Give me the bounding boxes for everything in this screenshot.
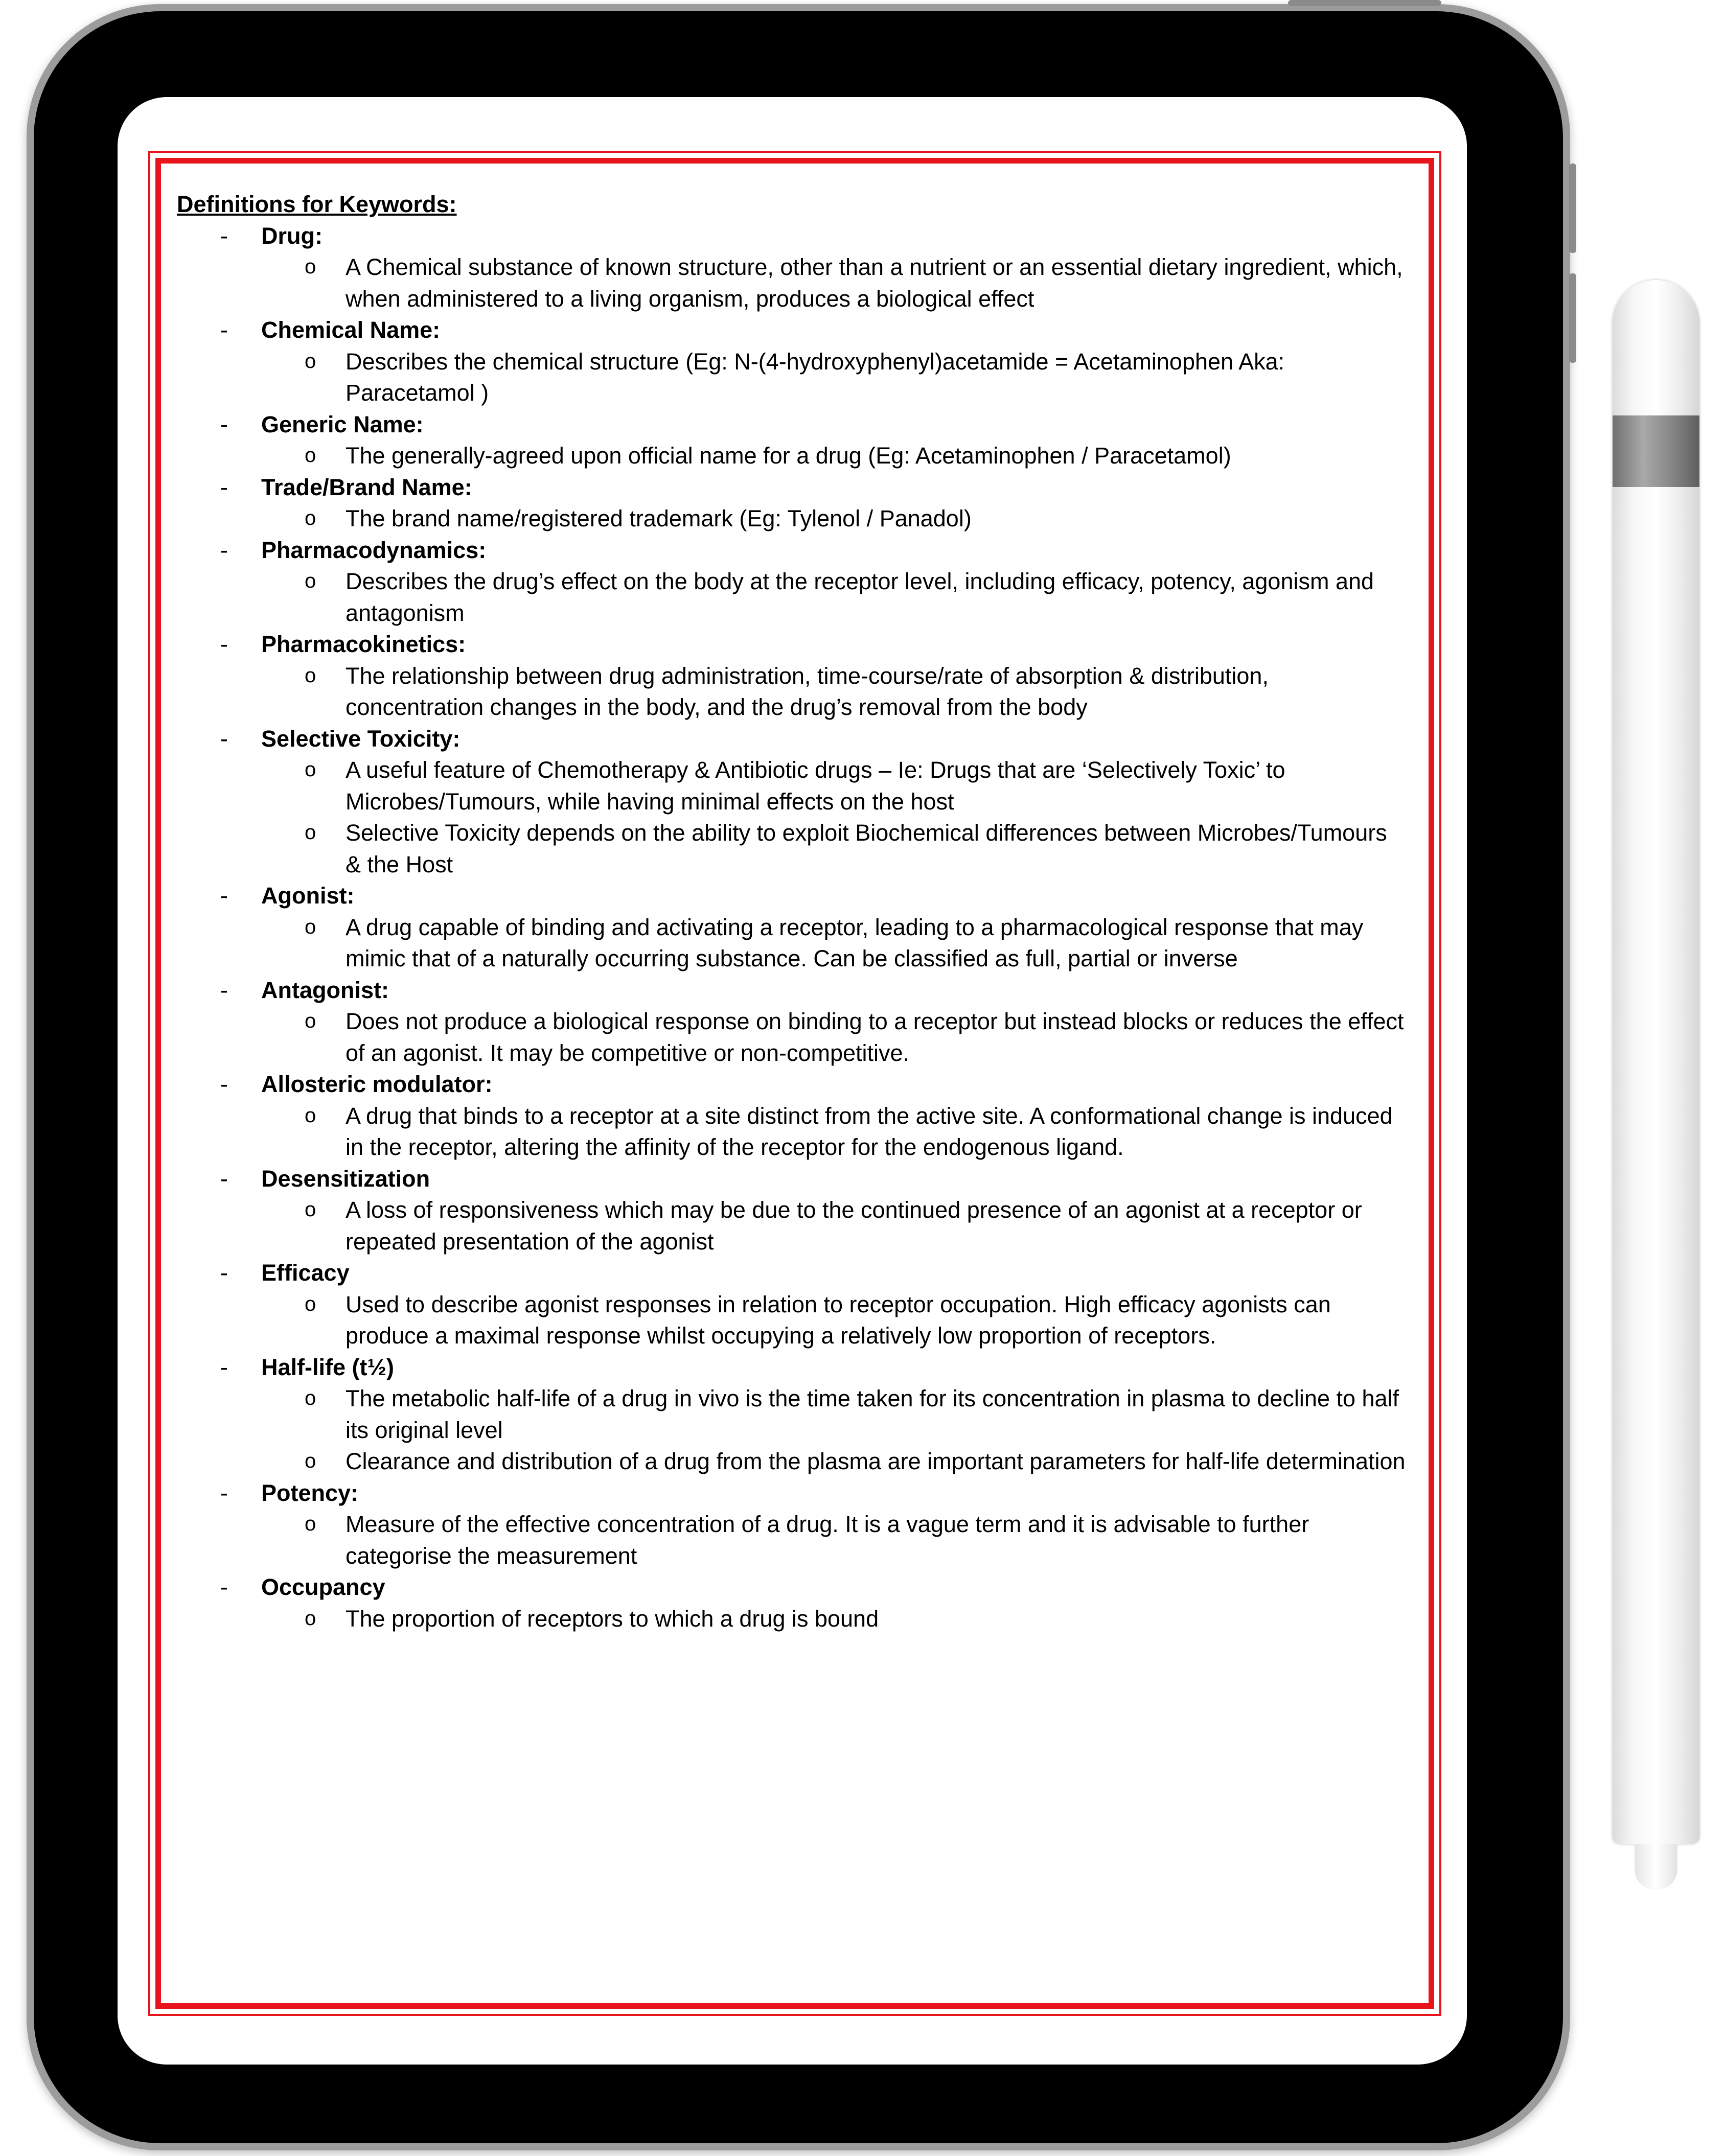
definition-row (177, 503, 1419, 535)
term-label: Selective Toxicity: (261, 725, 461, 752)
term-row (177, 723, 1419, 755)
circle-bullet-icon: o (305, 570, 316, 592)
term-label: Pharmacodynamics: (261, 537, 487, 563)
circle-bullet-icon: o (305, 758, 316, 781)
definition-text: Selective Toxicity depends on the ability to exploit Biochemical differences between Microbes/Tumours & the Host (346, 820, 1387, 877)
term-row (177, 1571, 1419, 1603)
term-row (177, 975, 1419, 1006)
definition-text: Describes the drug’s effect on the body at the receptor level, including efficacy, potency, agonism and antagonism (346, 568, 1374, 626)
definition-row (177, 1509, 1419, 1571)
definition-row (177, 1194, 1419, 1257)
circle-bullet-icon: o (305, 1513, 316, 1535)
term-row (177, 409, 1419, 441)
circle-bullet-icon: o (305, 821, 316, 844)
volume-up-button (1569, 164, 1576, 253)
definition-row (177, 1006, 1419, 1069)
dash-marker: - (220, 317, 228, 343)
tablet-screen (118, 97, 1467, 2065)
definition-text: A Chemical substance of known structure, other than a nutrient or an essential dietary ingredient, which, when administered to a living organism, produces a biological effect (346, 254, 1403, 312)
definition-text: A useful feature of Chemotherapy & Antibiotic drugs – Ie: Drugs that are ‘Selectively Toxic’ to Microbes/Tumours, while having minimal effects on the host (346, 757, 1285, 815)
term-row (177, 1257, 1419, 1289)
circle-bullet-icon: o (305, 1607, 316, 1630)
dash-marker: - (220, 411, 228, 437)
term-row (177, 1069, 1419, 1100)
dash-marker: - (220, 977, 228, 1003)
term-row (177, 220, 1419, 252)
term-row (177, 1163, 1419, 1195)
circle-bullet-icon: o (305, 1010, 316, 1032)
dash-marker: - (220, 1260, 228, 1286)
definition-text: Does not produce a biological response on binding to a receptor but instead blocks or reduces the effect of an agonist. It may be competitive or non-competitive. (346, 1008, 1404, 1066)
dash-marker: - (220, 883, 228, 909)
dash-marker: - (220, 1574, 228, 1600)
term-row (177, 880, 1419, 912)
dash-marker: - (220, 537, 228, 563)
stylus-band (1613, 415, 1699, 487)
definition-row (177, 1446, 1419, 1477)
circle-bullet-icon: o (305, 256, 316, 278)
definition-text: The metabolic half-life of a drug in vivo is the time taken for its concentration in plasma to decline to half its original level (346, 1385, 1399, 1443)
stylus-pencil (1613, 280, 1699, 1844)
term-label: Potency: (261, 1479, 359, 1506)
term-row (177, 1352, 1419, 1383)
definition-row (177, 1603, 1419, 1635)
top-button (1288, 0, 1441, 6)
dash-marker: - (220, 474, 228, 500)
term-label: Allosteric modulator: (261, 1071, 493, 1097)
circle-bullet-icon: o (305, 507, 316, 529)
definition-row (177, 251, 1419, 314)
definitions-list (177, 220, 1419, 1635)
term-row (177, 1477, 1419, 1509)
document-page (148, 151, 1441, 2016)
dash-marker: - (220, 725, 228, 752)
definition-row (177, 817, 1419, 880)
definition-row (177, 912, 1419, 975)
term-label: Pharmacokinetics: (261, 631, 466, 657)
term-label: Trade/Brand Name: (261, 474, 472, 500)
term-label: Half-life (t½) (261, 1354, 395, 1380)
definition-text: Describes the chemical structure (Eg: N-(4-hydroxyphenyl)acetamide = Acetaminophen Aka: Paracetamol ) (346, 348, 1285, 406)
stylus-tip (1635, 1844, 1677, 1890)
circle-bullet-icon: o (305, 1198, 316, 1221)
term-label: Generic Name: (261, 411, 424, 437)
definition-row (177, 1383, 1419, 1446)
definition-text: A loss of responsiveness which may be due to the continued presence of an agonist at a receptor or repeated presentation of the agonist (346, 1197, 1362, 1255)
document-content (177, 189, 1419, 1634)
definition-text: A drug capable of binding and activating a receptor, leading to a pharmacological response that may mimic that of a naturally occurring substance. Can be classified as full, partial or inverse (346, 914, 1364, 971)
dash-marker: - (220, 222, 228, 249)
circle-bullet-icon: o (305, 444, 316, 467)
definition-text: Clearance and distribution of a drug from the plasma are important parameters for half-life determination (346, 1448, 1406, 1474)
term-label: Occupancy (261, 1574, 385, 1600)
term-row (177, 472, 1419, 503)
circle-bullet-icon: o (305, 1387, 316, 1409)
definition-text: Measure of the effective concentration of a drug. It is a vague term and it is advisable to further categorise the measurement (346, 1511, 1309, 1569)
term-label: Efficacy (261, 1260, 350, 1286)
dash-marker: - (220, 1165, 228, 1192)
definition-row (177, 1289, 1419, 1352)
definition-text: The relationship between drug administration, time-course/rate of absorption & distribution, concentration changes in the body, and the drug’s removal from the body (346, 662, 1269, 720)
definition-text: The brand name/registered trademark (Eg: Tylenol / Panadol) (346, 505, 972, 531)
definition-row (177, 566, 1419, 629)
definition-row (177, 440, 1419, 472)
circle-bullet-icon: o (305, 350, 316, 373)
definition-text: The generally-agreed upon official name for a drug (Eg: Acetaminophen / Paracetamol) (346, 443, 1231, 469)
term-row (177, 314, 1419, 346)
term-row (177, 535, 1419, 566)
dash-marker: - (220, 631, 228, 657)
circle-bullet-icon: o (305, 1104, 316, 1127)
document-title: Definitions for Keywords: (177, 191, 457, 217)
definition-text: Used to describe agonist responses in relation to receptor occupation. High efficacy agonists can produce a maximal response whilst occupying a relatively low proportion of receptors. (346, 1291, 1331, 1349)
definition-text: A drug that binds to a receptor at a site distinct from the active site. A conformational change is induced in the receptor, altering the affinity of the receptor for the endogenous ligand. (346, 1102, 1393, 1160)
dash-marker: - (220, 1071, 228, 1097)
volume-down-button (1569, 273, 1576, 363)
term-label: Chemical Name: (261, 317, 441, 343)
definition-row (177, 1100, 1419, 1163)
circle-bullet-icon: o (305, 915, 316, 938)
definition-text: The proportion of receptors to which a drug is bound (346, 1605, 879, 1632)
dash-marker: - (220, 1354, 228, 1380)
definition-row (177, 660, 1419, 723)
term-label: Drug: (261, 222, 323, 249)
term-label: Desensitization (261, 1165, 430, 1192)
dash-marker: - (220, 1479, 228, 1506)
term-row (177, 629, 1419, 660)
term-label: Antagonist: (261, 977, 389, 1003)
circle-bullet-icon: o (305, 1292, 316, 1315)
definition-row (177, 346, 1419, 409)
circle-bullet-icon: o (305, 1450, 316, 1472)
term-label: Agonist: (261, 883, 355, 909)
circle-bullet-icon: o (305, 664, 316, 687)
definition-row (177, 754, 1419, 817)
